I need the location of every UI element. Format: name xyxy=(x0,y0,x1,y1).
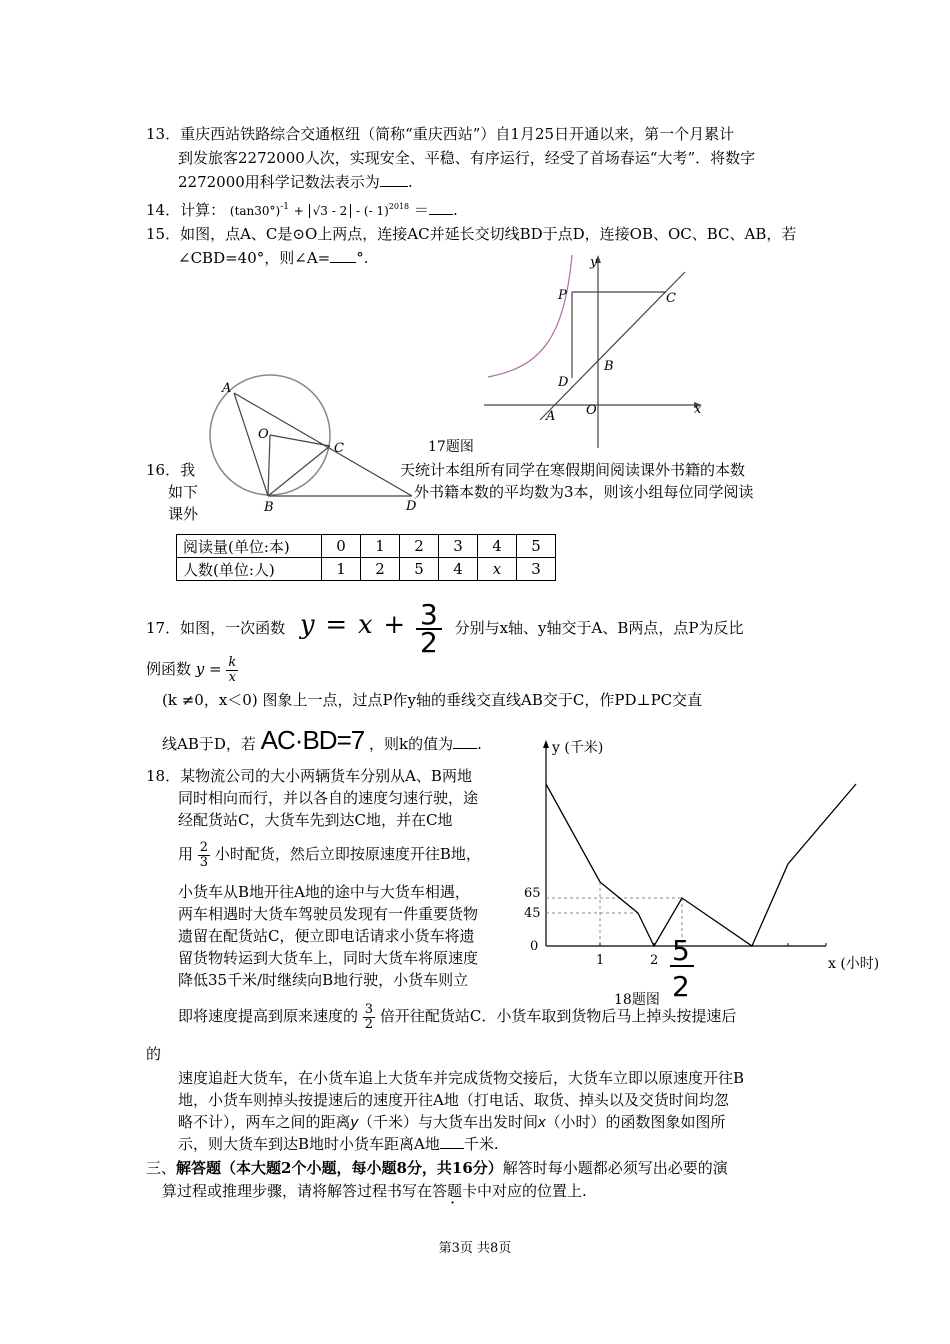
svg-text:x: x xyxy=(694,402,702,417)
answer-blank xyxy=(380,172,408,187)
figure-18-caption: 18题图 xyxy=(614,992,660,1008)
q17-line3: (k ≠0，x＜0) 图象上一点，过点P作y轴的垂线交直线AB交于C，作PD⊥PC交直 xyxy=(162,691,703,709)
fraction-2-3: $\frac{2}{3}$ xyxy=(199,839,209,870)
figure-18-graph xyxy=(520,734,900,1012)
label-b: B xyxy=(264,500,274,515)
q17-line4: 线AB于D，若 AC·BD=7 ，则k的值为 . xyxy=(162,725,482,755)
tick-5-2-numerator: 5 xyxy=(672,934,690,967)
q13-line1: 13．重庆西站铁路综合交通枢纽（简称“重庆西站”）自1月25日开通以来，第一个月累计 xyxy=(146,125,735,143)
fraction-k-x: $\frac{k}{x}$ xyxy=(228,654,237,685)
section-3-heading: 解答题（本大题2个小题，每小题8分，共16分） xyxy=(176,1159,503,1177)
svg-text:A: A xyxy=(546,409,556,424)
hyperbola xyxy=(488,255,572,377)
svg-text:D: D xyxy=(558,375,569,390)
svg-text:P: P xyxy=(558,288,567,303)
q16-line1: 16．我 xyxy=(146,461,196,479)
q15-line2: ∠CBD=40°，则∠A= °. xyxy=(178,249,369,267)
q15-line1: 15．如图，点A、C是⊙O上两点，连接AC并延长交切线BD于点D，连接OB、OC、BC、AB，若 xyxy=(146,225,797,243)
absolute-value: √3 - 2 xyxy=(309,204,352,218)
q13-number: 13． xyxy=(146,125,181,143)
figure-15-circle xyxy=(200,372,430,520)
section-3-line2: 算过程或推理步骤，请将解答过程书写在答题卡中对应的位置上. xyxy=(162,1182,587,1200)
q13-line2: 到发旅客2272000人次，实现安全、平稳、有序运行，经受了首场春运“大考”．将数字 xyxy=(178,149,756,167)
fraction-3-2: $\frac{3}{2}$ xyxy=(416,602,442,656)
q13-line3: 2272000用科学记数法表示为 . xyxy=(178,173,413,191)
x-axis-label: x (小时) xyxy=(828,956,880,972)
q14-line: 14．计算： $(\tan 30^\circ)^{-1} + √3 - 2$ - (- 1)$^{2018}$ ＝ . xyxy=(146,201,458,219)
svg-text:B: B xyxy=(604,359,614,374)
figure-17-caption: 17题图 xyxy=(428,439,474,455)
tick-1: 1 xyxy=(596,953,605,968)
label-d: D xyxy=(406,499,417,514)
tick-2: 2 xyxy=(650,953,659,968)
q16-number: 16． xyxy=(146,461,181,479)
answer-blank xyxy=(330,248,356,263)
label-c: C xyxy=(334,441,344,456)
svg-text:C: C xyxy=(666,291,676,306)
tick-65: 65 xyxy=(524,886,541,901)
q17-line1: 17．如图，一次函数 y = x + $\frac{3}{2}$ 分别与x轴、y轴交于A、B两点，点P为反比 xyxy=(146,598,744,659)
figure-17-graph xyxy=(428,250,710,465)
answer-blank xyxy=(440,1134,464,1149)
svg-text:y: y xyxy=(590,255,598,270)
answer-blank xyxy=(429,200,453,215)
q15-number: 15． xyxy=(146,225,181,243)
label-a: A xyxy=(222,381,232,396)
q14-number: 14． xyxy=(146,201,181,219)
fraction-3-2-small: $\frac{3}{2}$ xyxy=(364,1001,374,1032)
table-row: 人数(单位:人) 1 2 5 4 x 3 xyxy=(177,558,556,581)
q17-number: 17． xyxy=(146,619,181,637)
answer-blank xyxy=(453,734,477,749)
reading-table xyxy=(176,534,556,581)
section-3-line1: 三、解答题（本大题2个小题，每小题8分，共16分）解答时每小题都必须写出必要的演 xyxy=(146,1159,728,1177)
y-axis-label: y (千米) xyxy=(552,740,604,756)
table-row: 阅读量(单位:本) 0 1 2 3 4 5 xyxy=(177,535,556,558)
tick-45: 45 xyxy=(524,906,541,921)
svg-text:O: O xyxy=(586,403,597,418)
label-o: O xyxy=(258,427,269,442)
tick-5-2-denominator: 2 xyxy=(672,970,690,1003)
tick-0: 0 xyxy=(530,939,539,954)
emphasis-dots: 答题卡 xyxy=(432,1182,478,1200)
q18-number: 18． xyxy=(146,767,181,785)
distance-graph-line xyxy=(546,784,856,946)
q17-line2: 例函数 y = $\frac{k}{x}$ xyxy=(146,654,237,685)
q18-line1: 18．某物流公司的大小两辆货车分别从A、B两地 xyxy=(146,767,472,785)
page-footer: 第3页 共8页 xyxy=(438,1241,512,1256)
